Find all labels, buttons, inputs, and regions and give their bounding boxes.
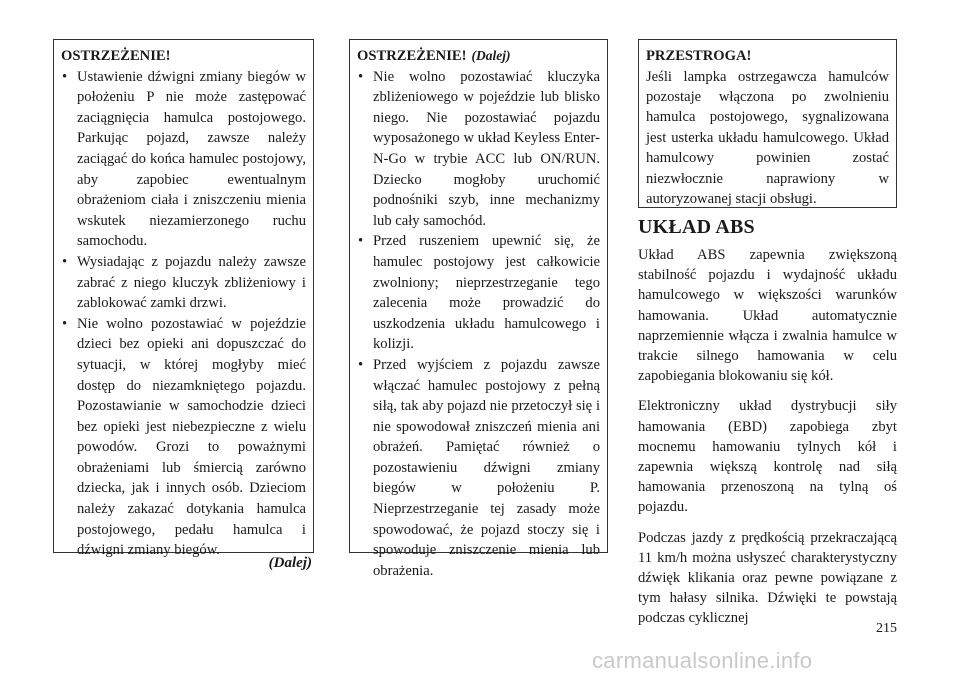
warning-item: • Nie wolno pozostawiać w pojeździe dzieci bez opieki ani dopuszczać do sytuacji, w której mogłyby mieć dostęp do niezamkniętego pojazdu. Pozostawianie w samochodzie dzieci bez opieki jest niebezpieczne z wielu powodów. Grozi to poważnymi obrażeniami lub śmiercią zarówno dziecka, jak i innych osób. Dzieciom należy zakazać dotykania hamulca postojowego, pedału hamulca i dźwigni zmiany biegów. (61, 314, 306, 561)
section-paragraph: Elektroniczny układ dystrybucji siły hamowania (EBD) zapobiega zbyt mocnemu hamowaniu tylnych kół i zapewnia większą kontrolę nad siłą hamowania przenoszoną na tylną oś pojazdu. (638, 398, 897, 516)
warning-item: • Przed ruszeniem upewnić się, że hamulec postojowy jest całkowicie zwolniony; nieprzestrzeganie tego zalecenia może prowadzić do uszkodzenia układu hamulcowego i kolizji. (357, 231, 600, 355)
section-body (638, 245, 897, 639)
warning-item: • Przed wyjściem z pojazdu zawsze włączać hamulec postojowy z pełną siłą, tak aby pojazd nie przetoczył się i nie spowodował zniszczeń mienia ani obrażeń. Pamiętać również o pozostawieniu dźwigni zmiany biegów w położeniu P. Nieprzestrzeganie tej zasady może spowodować, że pojazd stoczy się i spowoduje zniszczenie mienia lub obrażenia. (357, 355, 600, 582)
watermark: carmanualsonline.info (592, 648, 813, 673)
warning-box-2-title-suffix: (Dalej) (471, 48, 511, 63)
warning-box-2-list (357, 67, 600, 582)
caution-box-title: PRZESTROGA! (646, 48, 752, 64)
warning-item: • Wysiadając z pojazdu należy zawsze zabrać z niego kluczyk zbliżeniowy i zablokować zamki drzwi. (61, 252, 306, 314)
warning-box-1-list (61, 67, 306, 561)
warning-item: • Nie wolno pozostawiać kluczyka zbliżeniowego w pojeździe lub blisko niego. Nie pozostawiać pojazdu wyposażonego w układ Keyless Enter-N-Go w trybie ACC lub ON/RUN. Dziecko mogłoby uruchomić podnośniki szyb, inne mechanizmy lub cały samochód. (357, 67, 600, 232)
section-title: UKŁAD ABS (638, 216, 755, 238)
continued-label: (Dalej) (268, 555, 312, 571)
warning-item: • Ustawienie dźwigni zmiany biegów w położeniu P nie może zastępować zaciągnięcia hamulca postojowego. Parkując pojazd, zawsze należy zaciągać do końca hamulec postojowy, aby zapobiec ewentualnym obrażeniom ciała i zniszczeniu mienia wskutek niezamierzonego ruchu samochodu. (61, 67, 306, 252)
warning-box-1-title: OSTRZEŻENIE! (61, 48, 171, 64)
warning-box-1 (53, 39, 314, 559)
section-paragraph: Podczas jazdy z prędkością przekraczającą 11 km/h można usłyszeć charakterystyczny dźwięk klikania oraz pewne powiązane z tym hałasy silnika. Dźwięki te powstają podczas cyklicznej (638, 529, 897, 627)
warning-box-2 (349, 39, 608, 579)
warning-box-2-title (357, 46, 600, 67)
warning-box-2-title-text: OSTRZEŻENIE! (357, 48, 467, 64)
section-paragraph: Układ ABS zapewnia zwiększoną stabilność pojazdu i wydajność układu hamulcowego w większości warunków hamowania. Układ automatycznie naprzemiennie włącza i zwalnia hamulce w trakcie silnego hamowania w celu zapobiegania blokowaniu się kół. (638, 247, 897, 385)
caution-box (638, 39, 897, 208)
page-number: 215 (876, 621, 897, 636)
caution-box-text: Jeśli lampka ostrzegawcza hamulców pozostaje włączona po zwolnieniu hamulca postojowego, sygnalizowana jest usterka układu hamulcowego. Układ hamulcowy powinien zostać niezwłocznie naprawiony w autoryzowanej stacji obsługi. (646, 68, 889, 208)
